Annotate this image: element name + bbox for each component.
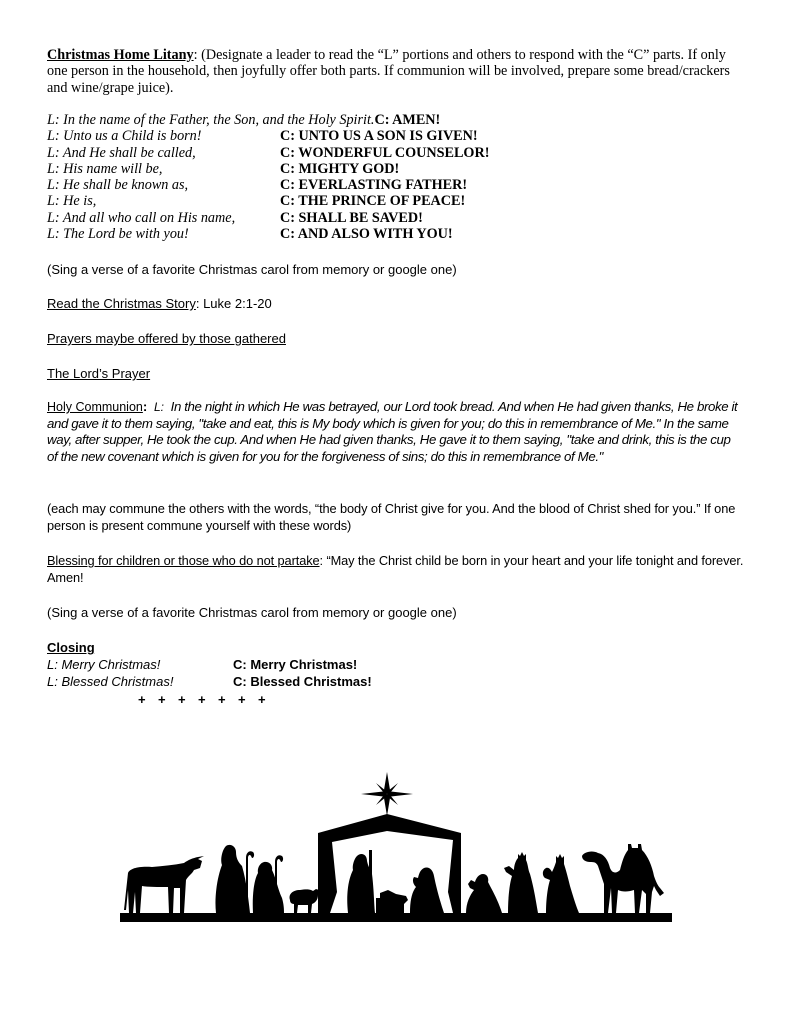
congregation-line: C: WONDERFUL COUNSELOR! [280,144,490,161]
cross-icon: + [258,692,266,707]
joseph-staff [369,850,372,913]
congregation-line: C: MIGHTY GOD! [280,160,400,177]
communion-leader: L: [147,400,171,414]
leader-line: L: In the name of the Father, the Son, and the Holy Spirit. [47,112,375,128]
blessing-label: Blessing for children or those who do not partake [47,553,320,568]
mary [410,867,444,913]
cross-icon: + [238,692,246,707]
blessing-text: : “May the Christ child be born in your heart and your life tonight and forever. Amen! [47,553,744,585]
litany-list [47,112,747,242]
wise-man [504,852,538,913]
leader-line: L: He shall be known as, [47,177,189,194]
manger [376,890,408,913]
congregation-line: C: AND ALSO WITH YOU! [280,226,453,243]
congregation-line: C: SHALL BE SAVED! [280,209,423,226]
cross-divider [138,692,278,707]
star-icon [361,772,413,816]
cross-icon: + [218,692,226,707]
congregation-line: C: UNTO US A SON IS GIVEN! [280,128,478,145]
leader-line: L: Merry Christmas! [47,657,161,672]
cross-icon: + [138,692,146,707]
leader-line: L: The Lord be with you! [47,226,189,243]
christmas-story [47,295,747,312]
closing-section [47,639,747,690]
congregation-line: C: Merry Christmas! [233,657,358,672]
leader-line: L: And He shall be called, [47,144,196,161]
communion-label: Holy Communion [47,400,143,414]
ground-bar [120,913,672,922]
closing-row [47,656,747,673]
congregation-line: C: Blessed Christmas! [233,674,372,689]
leader-line: L: Blessed Christmas! [47,674,174,689]
leader-line: L: His name will be, [47,160,163,177]
leader-line: L: And all who call on His name, [47,209,236,226]
wise-man [543,854,579,913]
nativity-silhouette [118,770,673,930]
shepherd [215,845,250,913]
cross-icon: + [178,692,186,707]
donkey [124,856,204,913]
sing-instruction-1: (Sing a verse of a favorite Christmas carol from memory or google one) [47,262,457,277]
cross-icon: + [158,692,166,707]
commune-note: (each may commune the others with the words, “the body of Christ give for you. And the blood of Christ shed for you.” If one person is present commune yourself with these words) [47,501,736,533]
communion-colon: : [142,399,148,414]
shepherd-kneeling [253,862,284,913]
congregation-line: C: EVERLASTING FATHER! [280,177,468,194]
camel [582,844,664,913]
congregation-line: C: THE PRINCE OF PEACE! [280,193,466,210]
story-label: Read the Christmas Story [47,296,196,311]
cross-icon: + [198,692,206,707]
litany-row [47,128,747,144]
prayers-heading: Prayers maybe offered by those gathered [47,331,286,346]
congregation-line: C: AMEN! [374,112,441,128]
litany-row [47,145,747,161]
sheep [290,889,319,913]
blessing [47,552,747,586]
litany-row [47,226,747,242]
intro-paragraph [47,47,747,96]
litany-row [47,210,747,226]
litany-row [47,112,747,128]
holy-communion [47,399,743,465]
story-reference: : Luke 2:1-20 [195,296,272,311]
sing-instruction-2: (Sing a verse of a favorite Christmas carol from memory or google one) [47,605,457,620]
intro-text: (Designate a leader to read the “L” portions and others to respond with the “C” parts. If only one person in the household, then joyfully offer both parts. If communion will be involved, prepare some bread/crackers and wine/grape juice). [47,47,730,96]
closing-row [47,673,747,690]
wise-man-kneeling [466,874,502,913]
leader-line: L: He is, [47,193,97,210]
litany-row [47,161,747,177]
leader-line: L: Unto us a Child is born! [47,128,202,145]
litany-row [47,193,747,209]
lords-prayer-heading: The Lord’s Prayer [47,366,151,381]
communion-text: In the night in which He was betrayed, our Lord took bread. And when He had given thanks, He broke it and gave it to them saying, "take and eat, this is My body which is given for you; do this in remembrance of Me." In the same way, after supper, He took the cup. And when He had given thanks, He gave it to them saying, "take and drink, this is the cup of the new covenant which is given for you for the forgiveness of sins; do this in remembrance of Me." [47,399,738,464]
litany-row [47,177,747,193]
litany-title: Christmas Home Litany [47,47,194,63]
title-colon: : [193,47,198,63]
closing-heading: Closing [47,640,95,655]
